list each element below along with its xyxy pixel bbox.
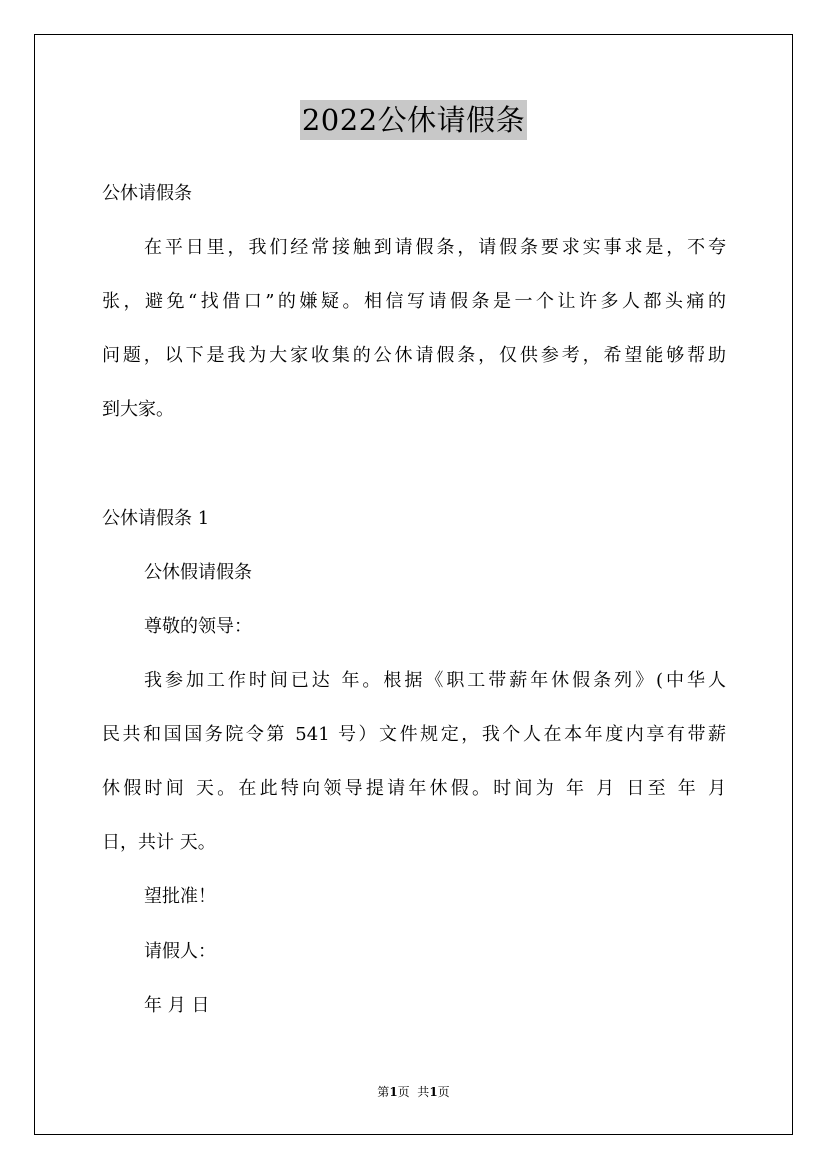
intro-line-3: 问题，以下是我为大家收集的公休请假条，仅供参考，希望能够帮助: [102, 345, 726, 366]
page-footer: [0, 1082, 827, 1102]
document-heading: 公休请假条: [102, 183, 192, 204]
footer-prefix: 第: [377, 1085, 390, 1099]
body-line-2: 民共和国国务院令第 541 号）文件规定，我个人在本年度内享有带薪: [102, 724, 726, 745]
applicant-label: 请假人：: [144, 941, 216, 962]
salutation: 尊敬的领导：: [144, 616, 252, 637]
footer-total-suffix: 页: [437, 1085, 450, 1099]
footer-page-suffix: 页 共: [397, 1085, 430, 1099]
document-title: 2022公休请假条: [300, 100, 527, 140]
intro-line-1: 在平日里，我们经常接触到请假条，请假条要求实事求是，不夸: [144, 237, 726, 258]
body-line-1: 我参加工作时间已达 年。根据《职工带薪年休假条列》(中华人: [144, 670, 726, 691]
footer-page-number: 1: [389, 1085, 398, 1099]
closing-text: 望批准！: [144, 886, 216, 907]
date-line: 年 月 日: [144, 995, 210, 1016]
section-subtitle: 公休假请假条: [144, 562, 252, 583]
section-heading: 公休请假条 1: [102, 508, 210, 529]
body-line-4: 日，共计 天。: [102, 832, 216, 853]
intro-line-4: 到大家。: [102, 399, 174, 420]
title-container: [0, 100, 827, 140]
footer-total-pages: 1: [429, 1085, 438, 1099]
body-line-3: 休假时间 天。在此特向领导提请年休假。时间为 年 月 日至 年 月: [102, 778, 726, 799]
intro-line-2: 张，避免“找借口”的嫌疑。相信写请假条是一个让许多人都头痛的: [102, 291, 726, 312]
